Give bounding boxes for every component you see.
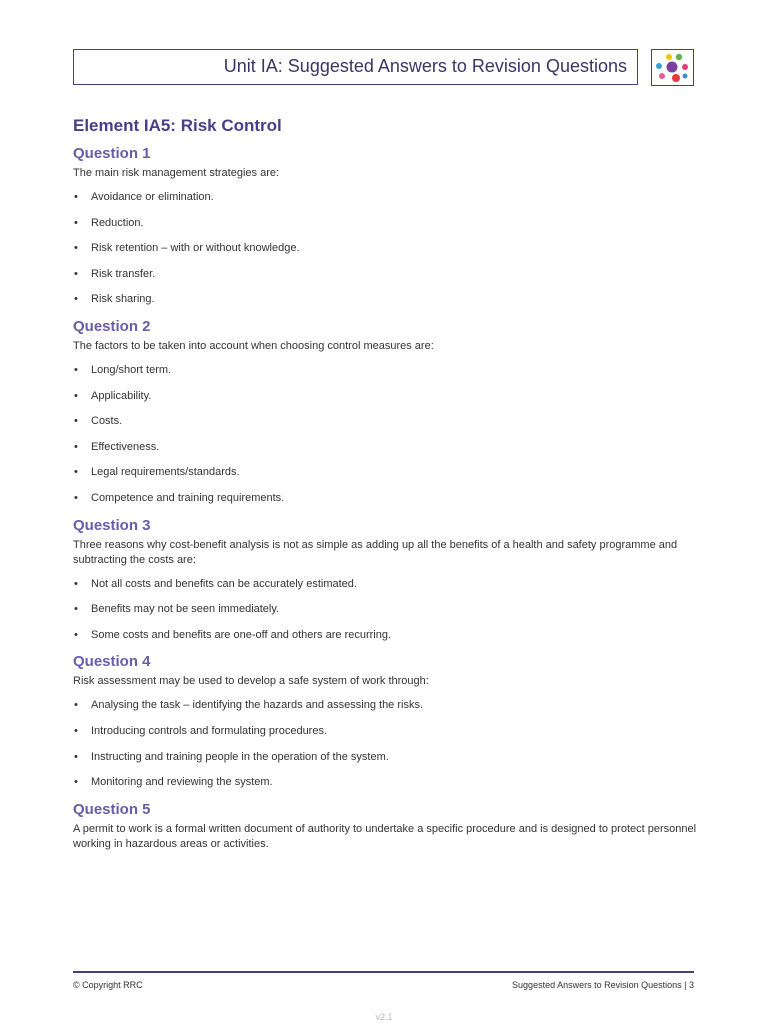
question-heading: Question 2 [73,317,151,335]
question-intro: The main risk management strategies are: [73,167,280,179]
question-intro: The factors to be taken into account when choosing control measures are: [73,339,434,352]
question-section [73,517,698,643]
question-heading: Question 1 [73,145,151,162]
rrc-molecule-logo-icon [652,50,693,85]
question-section [73,801,698,852]
bullet-item: • Avoidance or elimination. [73,190,698,205]
bullet-item: • Competence and training requirements. [73,491,698,506]
question-intro: A permit to work is a formal written document of authority to undertake a specific procedure and is designed to protect personnel working in hazardous areas or activities. [73,822,697,850]
main-content [73,116,698,861]
question-intro: Risk assessment may be used to develop a safe system of work through: [73,675,429,688]
bullet-item: • Reduction. [73,216,698,231]
question-section [73,145,698,307]
bullet-item: • Monitoring and reviewing the system. [73,775,698,790]
question-heading: Question 4 [73,653,151,671]
question-section [73,653,698,790]
element-title: Element IA5: Risk Control [73,116,282,135]
bullet-item: • Analysing the task – identifying the hazards and assessing the risks. [73,698,698,713]
question-heading: Question 5 [73,800,151,818]
bullet-list [73,698,698,790]
bullet-list [73,363,698,506]
questions-list [73,145,698,852]
question-heading: Question 3 [73,516,151,534]
header-box [73,49,638,85]
question-section [73,318,698,506]
bullet-item: • Benefits may not be seen immediately. [73,602,698,617]
bullet-item: • Instructing and training people in the operation of the system. [73,750,698,765]
bullet-item: • Legal requirements/standards. [73,465,698,480]
bullet-item: • Effectiveness. [73,440,698,455]
header-title: Unit IA: Suggested Answers to Revision Questions [223,56,627,76]
bullet-item: • Not all costs and benefits can be accurately estimated. [73,577,698,592]
bullet-list [73,577,698,643]
question-intro: Three reasons why cost-benefit analysis is not as simple as adding up all the benefits of a health and safety programme and subtracting the costs are: [73,538,678,566]
footer-divider [73,971,694,973]
bullet-item: • Introducing controls and formulating procedures. [73,724,698,739]
version-label: v2.1 [375,1012,393,1022]
bullet-item: • Applicability. [73,389,698,404]
bullet-item: • Risk transfer. [73,267,698,282]
bullet-item: • Risk sharing. [73,292,698,307]
bullet-item: • Some costs and benefits are one-off and others are recurring. [73,628,698,643]
logo [651,49,694,86]
footer-page-label: Suggested Answers to Revision Questions | 3 [512,980,694,990]
bullet-list [73,190,698,307]
bullet-item: • Long/short term. [73,363,698,378]
bullet-item: • Risk retention – with or without knowledge. [73,241,698,256]
bullet-item: • Costs. [73,414,698,429]
footer-copyright: © Copyright RRC [73,980,143,990]
